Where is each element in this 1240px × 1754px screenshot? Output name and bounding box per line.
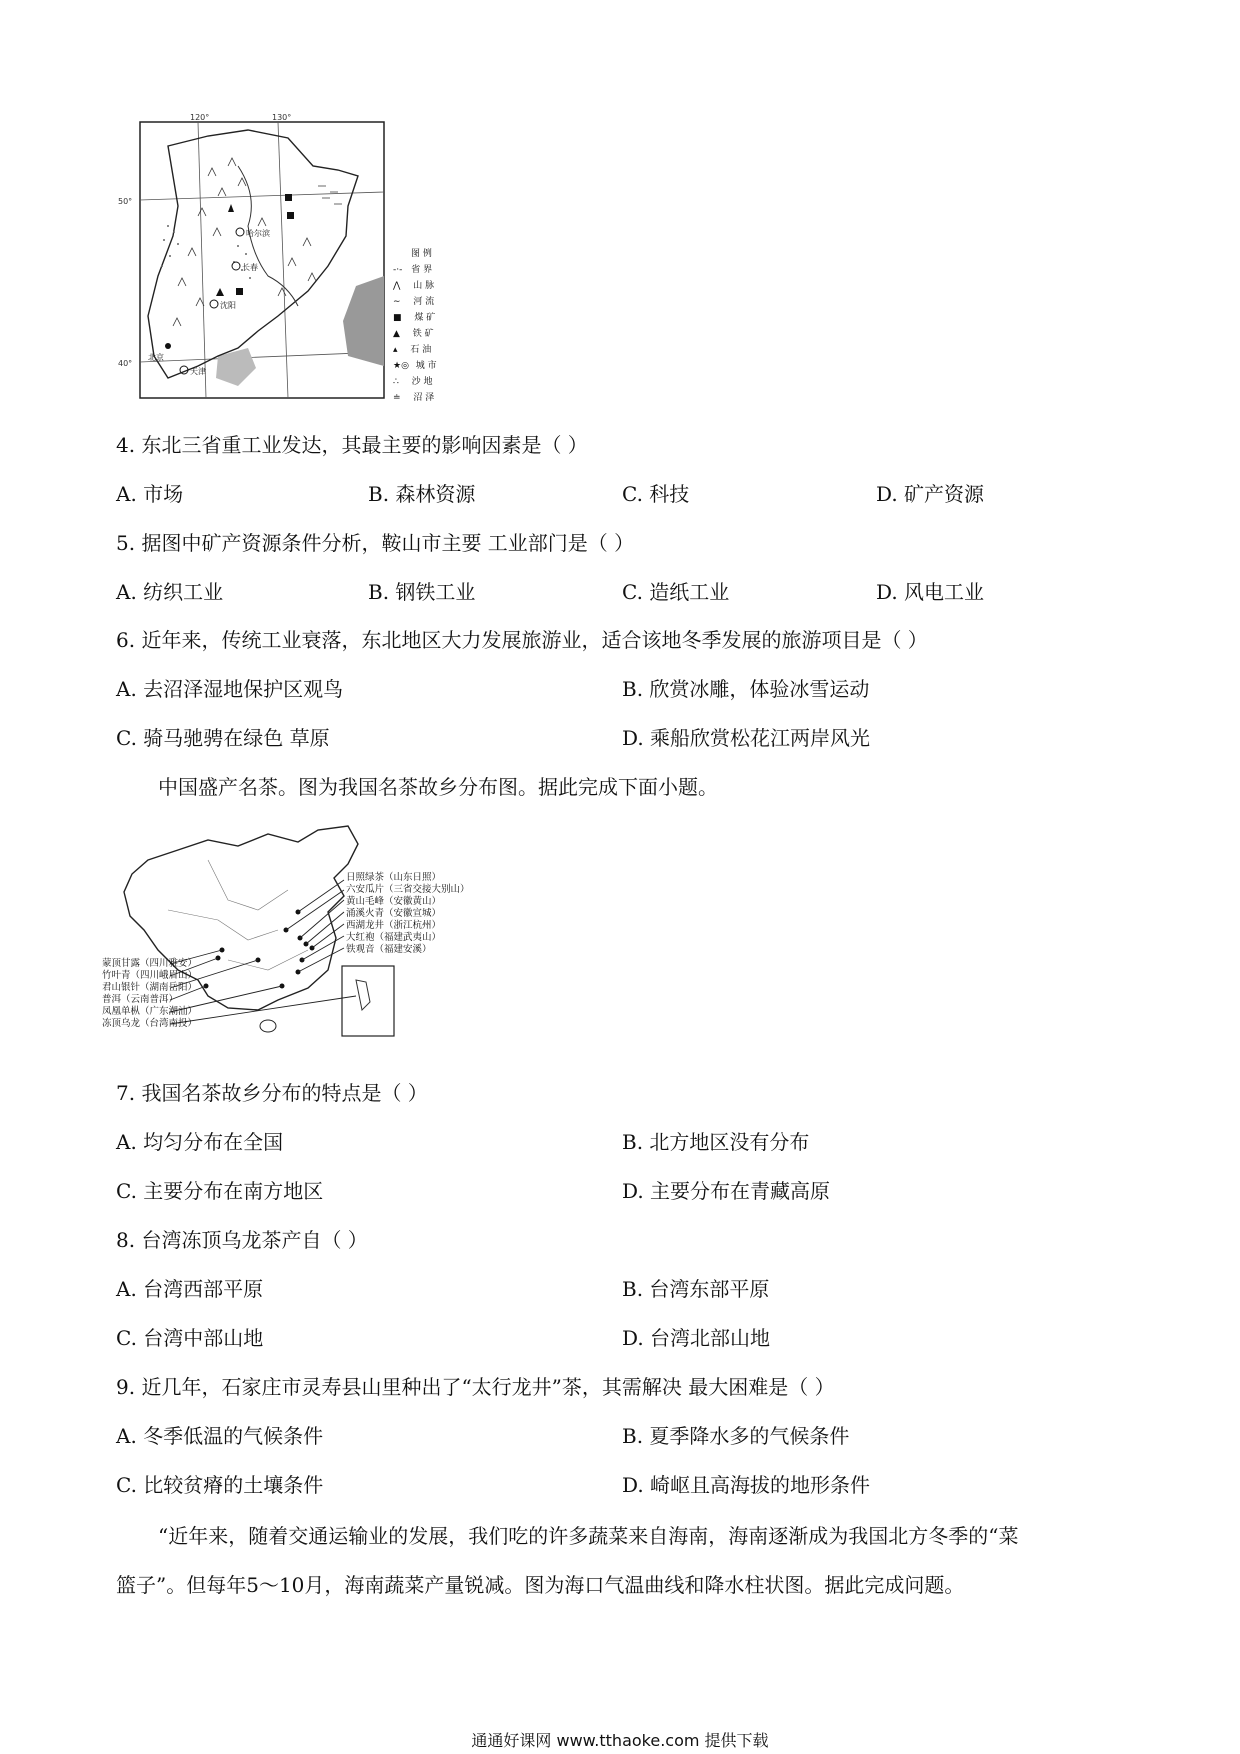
tea-left-labels xyxy=(102,958,197,1030)
tea-label: 凤凰单枞（广东潮汕） xyxy=(102,1006,198,1017)
legend-title: 图 例 xyxy=(411,249,432,259)
question-8-option-c[interactable]: C. 台湾中部山地 xyxy=(116,1326,264,1350)
lat-label-40: 40° xyxy=(118,359,133,368)
river-icon: ∼ xyxy=(393,297,401,307)
legend-row-city xyxy=(393,358,437,371)
tea-label: 冻顶乌龙（台湾南投） xyxy=(102,1018,198,1029)
question-5-option-b[interactable]: B. 钢铁工业 xyxy=(368,580,476,604)
legend-label: 城 市 xyxy=(415,361,437,371)
tea-label: 大红袍（福建武夷山） xyxy=(346,932,442,943)
city-label-harbin: 哈尔滨 xyxy=(246,229,270,238)
coal-mine-icon: ■ xyxy=(393,313,402,323)
legend-row-iron xyxy=(393,326,434,339)
china-tea-map xyxy=(102,820,538,1050)
map1-legend xyxy=(393,246,463,426)
question-7-option-a[interactable]: A. 均匀分布在全国 xyxy=(116,1130,284,1154)
question-5-option-d[interactable]: D. 风电工业 xyxy=(876,580,985,604)
city-icon: ★◎ xyxy=(393,361,409,371)
hainan-intro-line-2: 篮子”。但每年5～10月，海南蔬菜产量锐减。图为海口气温曲线和降水柱状图。据此完成问题。 xyxy=(116,1573,965,1597)
question-4-option-c[interactable]: C. 科技 xyxy=(622,482,690,506)
hainan-intro-line-1: “近年来，随着交通运输业的发展，我们吃的许多蔬菜来自海南，海南逐渐成为我国北方冬季的“菜 xyxy=(158,1524,1019,1548)
question-7-option-d[interactable]: D. 主要分布在青藏高原 xyxy=(622,1179,831,1203)
question-9-option-c[interactable]: C. 比较贫瘠的土壤条件 xyxy=(116,1473,324,1497)
question-8-option-a[interactable]: A. 台湾西部平原 xyxy=(116,1277,264,1301)
question-4-option-b[interactable]: B. 森林资源 xyxy=(368,482,476,506)
tea-label: 黄山毛峰（安徽黄山） xyxy=(346,896,442,907)
mountain-icon: ⋀ xyxy=(393,281,401,291)
question-4-option-a[interactable]: A. 市场 xyxy=(116,482,184,506)
question-6-option-a[interactable]: A. 去沼泽湿地保护区观鸟 xyxy=(116,677,344,701)
tea-label: 涌溪火青（安徽宣城） xyxy=(346,908,442,919)
question-9-option-b[interactable]: B. 夏季降水多的气候条件 xyxy=(622,1424,850,1448)
page-footer: 通通好课网 www.tthaoke.com 提供下载 xyxy=(471,1731,769,1750)
question-8-option-b[interactable]: B. 台湾东部平原 xyxy=(622,1277,770,1301)
question-8-option-d[interactable]: D. 台湾北部山地 xyxy=(622,1326,771,1350)
lon-label-120: 120° xyxy=(190,113,210,122)
legend-label: 沙 地 xyxy=(411,377,433,387)
question-5-option-a[interactable]: A. 纺织工业 xyxy=(116,580,224,604)
legend-label: 省 界 xyxy=(411,265,433,275)
city-label-tianjin: 天津 xyxy=(190,367,206,376)
legend-label: 河 流 xyxy=(413,297,435,307)
legend-label: 山 脉 xyxy=(413,281,435,291)
lat-label-50: 50° xyxy=(118,197,133,206)
question-7-option-b[interactable]: B. 北方地区没有分布 xyxy=(622,1130,810,1154)
legend-row-river xyxy=(393,294,434,307)
oil-field-icon: ▴ xyxy=(393,345,398,355)
tea-right-labels xyxy=(346,872,470,956)
question-4-stem: 4. 东北三省重工业发达，其最主要的影响因素是（ ） xyxy=(116,433,588,457)
legend-row-mountain xyxy=(393,278,434,291)
city-label-beijing: 北京 xyxy=(148,353,164,362)
tea-intro-text: 中国盛产名茶。图为我国名茶故乡分布图。据此完成下面小题。 xyxy=(158,775,718,799)
legend-label: 石 油 xyxy=(410,345,432,355)
tea-label: 六安瓜片（三省交接大别山） xyxy=(346,884,470,895)
tea-label: 普洱（云南普洱） xyxy=(102,994,179,1005)
legend-row-province xyxy=(393,262,432,275)
question-6-option-b[interactable]: B. 欣赏冰雕，体验冰雪运动 xyxy=(622,677,870,701)
legend-row-coal xyxy=(393,310,435,323)
legend-label: 煤 矿 xyxy=(414,313,436,323)
question-6-option-d[interactable]: D. 乘船欣赏松花江两岸风光 xyxy=(622,726,871,750)
tea-label: 蒙顶甘露（四川雅安） xyxy=(102,958,198,969)
legend-row-swamp xyxy=(393,390,434,403)
city-label-changchun: 长春 xyxy=(242,263,258,272)
lon-label-130: 130° xyxy=(272,113,292,122)
legend-row-oil xyxy=(393,342,431,355)
legend-row-sand xyxy=(393,374,432,387)
tea-label: 竹叶青（四川峨眉山） xyxy=(102,970,198,981)
question-9-option-d[interactable]: D. 崎岖且高海拔的地形条件 xyxy=(622,1473,871,1497)
tea-label: 君山银针（湖南岳阳） xyxy=(102,982,198,993)
city-label-shenyang: 沈阳 xyxy=(220,301,236,310)
sand-icon: ∴ xyxy=(393,377,399,387)
question-9-stem: 9. 近几年，石家庄市灵寿县山里种出了“太行龙井”茶，其需解决 最大困难是（ ） xyxy=(116,1375,835,1399)
iron-mine-icon: ▲ xyxy=(393,329,400,339)
question-9-option-a[interactable]: A. 冬季低温的气候条件 xyxy=(116,1424,324,1448)
legend-label: 沼 泽 xyxy=(413,393,435,403)
question-6-stem: 6. 近年来，传统工业衰落，东北地区大力发展旅游业，适合该地冬季发展的旅游项目是（ ） xyxy=(116,628,928,652)
question-4-option-d[interactable]: D. 矿产资源 xyxy=(876,482,985,506)
province-boundary-icon: -·- xyxy=(393,265,403,275)
tea-label: 日照绿茶（山东日照） xyxy=(346,872,442,883)
question-8-stem: 8. 台湾冻顶乌龙茶产自（ ） xyxy=(116,1228,368,1252)
question-5-option-c[interactable]: C. 造纸工业 xyxy=(622,580,730,604)
tea-label: 铁观音（福建安溪） xyxy=(346,944,432,955)
question-5-stem: 5. 据图中矿产资源条件分析，鞍山市主要 工业部门是（ ） xyxy=(116,531,635,555)
question-7-option-c[interactable]: C. 主要分布在南方地区 xyxy=(116,1179,324,1203)
swamp-icon: ≐ xyxy=(393,393,401,403)
question-7-stem: 7. 我国名茶故乡分布的特点是（ ） xyxy=(116,1081,428,1105)
tea-label: 西湖龙井（浙江杭州） xyxy=(346,920,442,931)
legend-label: 铁 矿 xyxy=(412,329,434,339)
question-6-option-c[interactable]: C. 骑马驰骋在绿色 草原 xyxy=(116,726,330,750)
